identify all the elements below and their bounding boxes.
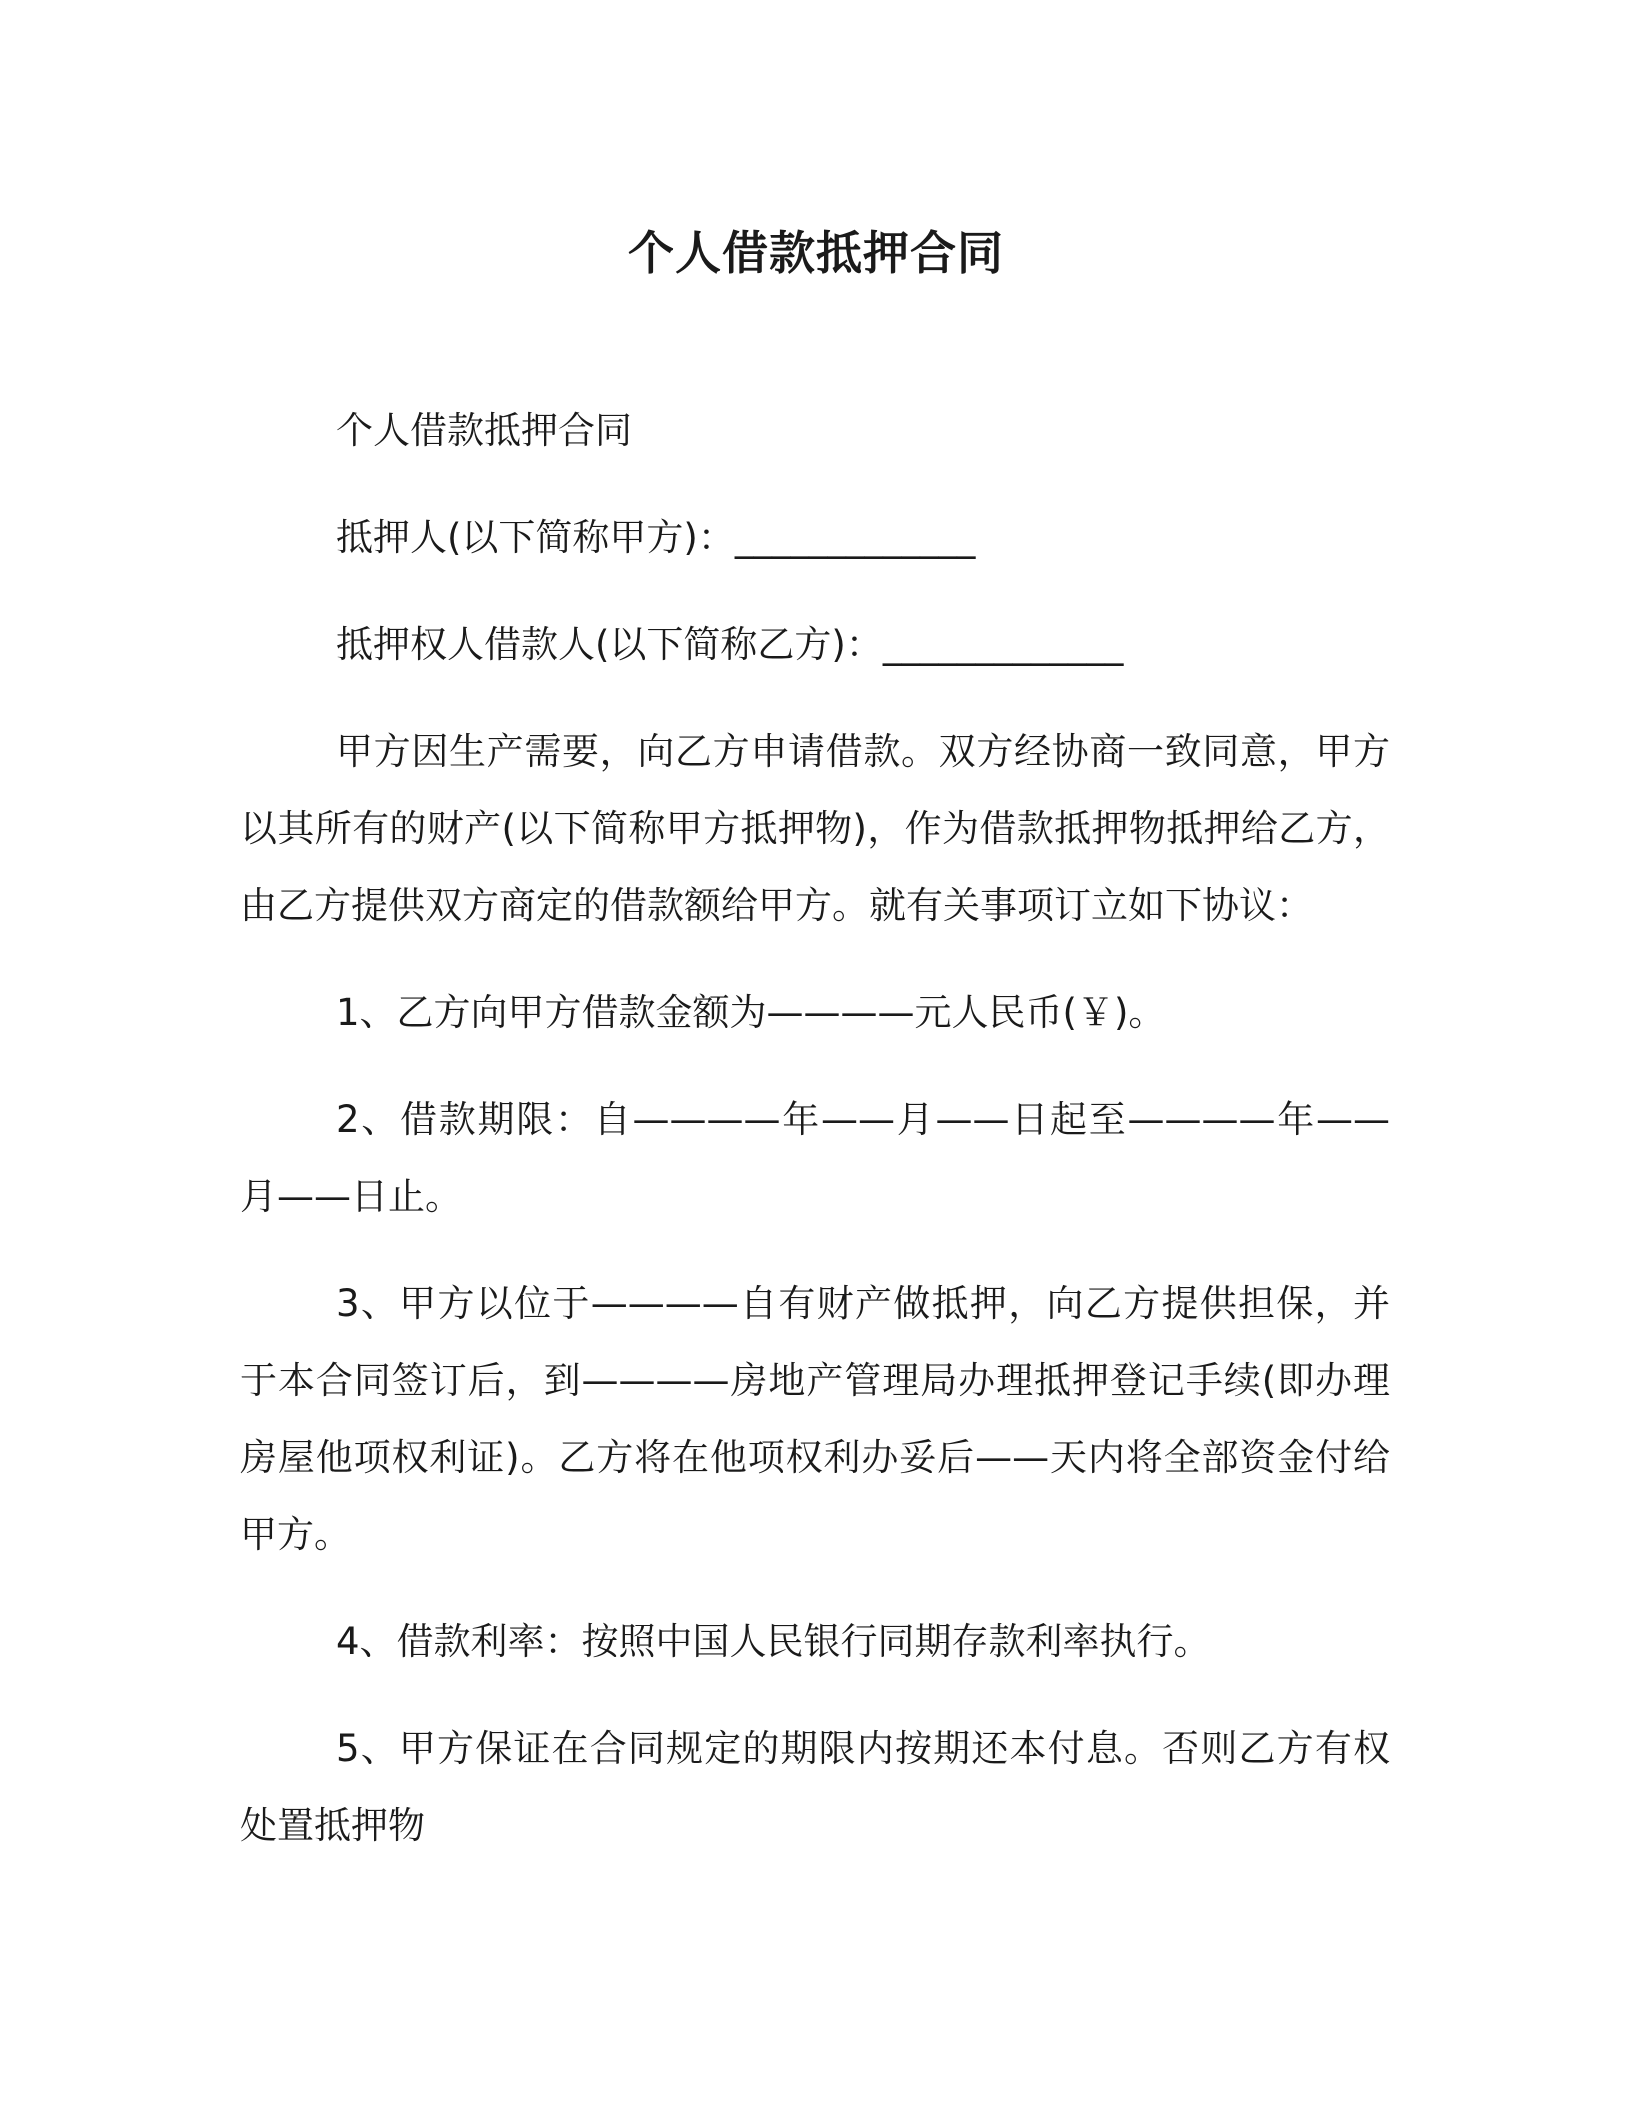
document-title: 个人借款抵押合同: [628, 226, 1004, 280]
subtitle-paragraph: 个人借款抵押合同: [336, 409, 632, 452]
clause-5-repayment: 5、甲方保证在合同规定的期限内按期还本付息。否则乙方有权处置抵押物: [240, 1727, 1390, 1847]
clause-4-interest: 4、借款利率：按照中国人民银行同期存款利率执行。: [336, 1620, 1211, 1663]
document-body: [240, 392, 1390, 1894]
preamble-paragraph: 甲方因生产需要，向乙方申请借款。双方经协商一致同意，甲方以其所有的财产(以下简称甲方抵押物)，作为借款抵押物抵押给乙方，由乙方提供双方商定的借款额给甲方。就有关事项订立如下协议：: [240, 730, 1390, 927]
mortgagor-line: 抵押人(以下简称甲方)：_____________: [336, 516, 976, 559]
clause-3-collateral: 3、甲方以位于————自有财产做抵押，向乙方提供担保，并于本合同签订后，到————房地产管理局办理抵押登记手续(即办理房屋他项权利证)。乙方将在他项权利办妥后——天内将全部资金付给甲方。: [240, 1282, 1390, 1556]
clause-2-term: 2、借款期限：自————年——月——日起至————年——月——日止。: [240, 1098, 1390, 1218]
clause-1-amount: 1、乙方向甲方借款金额为————元人民币(￥)。: [336, 991, 1166, 1034]
mortgagee-line: 抵押权人借款人(以下简称乙方)：_____________: [336, 623, 1124, 666]
